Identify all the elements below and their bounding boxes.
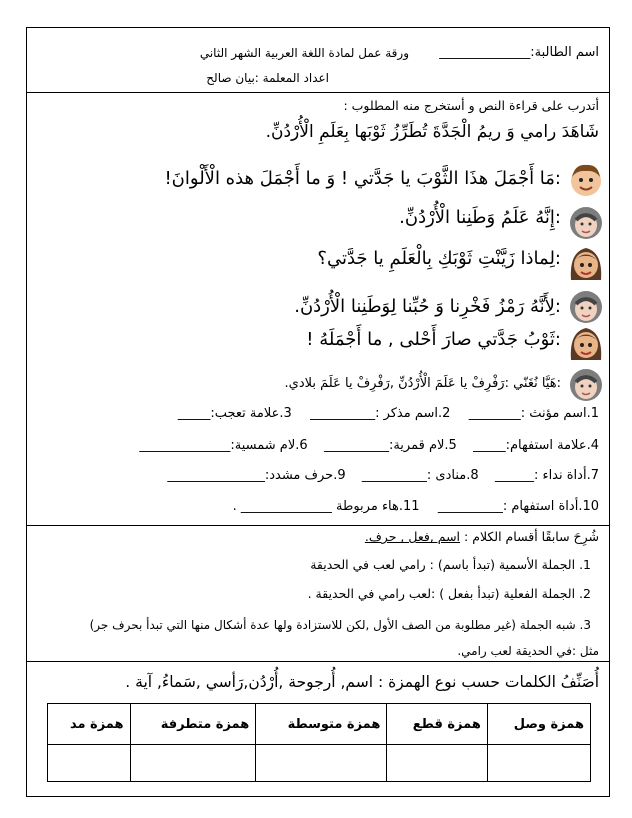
reading-intro: شَاهَدَ رامي وَ ريمُ الْجَدَّةَ تُطَرِّزُ ثَوْبَها بِعَلَمِ الْأُرْدُنِّ. <box>265 122 599 142</box>
grammar-example: مثل :في الحديقة لعب رامي. <box>457 644 599 658</box>
extract-row-4 <box>233 500 599 514</box>
col-hamzat-qat: همزة قطع <box>387 704 487 745</box>
extract-row-3 <box>167 469 599 483</box>
reading-instruction: أتدرب على قراءة النص و أستخرج منه المطلوب : <box>343 98 599 113</box>
grammar-item-1: 1. الجملة الأسمية (تبدأ باسم) : رامي لعب في الحديقة <box>310 557 591 572</box>
teacher-name: اعداد المعلمة :بيان صالح <box>206 71 329 85</box>
section-divider-1 <box>27 525 609 526</box>
extract-item-1[interactable]: 1.اسم مؤنث :________ <box>468 406 599 421</box>
answer-cell[interactable] <box>487 745 590 782</box>
col-hamzat-wasl: همزة وصل <box>487 704 590 745</box>
dialogue-line-6: :هَيَّا نُغَنّي :رَفْرِفْ يا عَلَمَ الْأُرْدُنِّ ,رَفْرِفْ يا عَلَمَ بلادي. <box>284 376 561 391</box>
extract-item-10[interactable]: 10.أداة استفهام :__________ <box>437 499 599 514</box>
section-divider-2 <box>27 661 609 662</box>
answer-cell[interactable] <box>256 745 387 782</box>
extract-row-2 <box>139 439 599 453</box>
student-name-blank[interactable]: ______________ <box>439 45 531 60</box>
col-hamza-mutatarrifa: همزة متطرفة <box>130 704 256 745</box>
extract-item-3[interactable]: 3.علامة تعجب:_____ <box>177 406 292 421</box>
student-name-label: اسم الطالبة: <box>530 45 599 60</box>
worksheet-title: ورقة عمل لمادة اللغة العربية الشهر الثاني <box>199 46 409 60</box>
grandmother-avatar-icon <box>567 288 605 324</box>
header-divider <box>27 92 609 93</box>
answer-cell[interactable] <box>48 745 131 782</box>
worksheet-frame <box>26 27 610 797</box>
grandmother-avatar-icon <box>567 366 605 402</box>
grammar-item-3: 3. شبه الجملة (غير مطلوبة من الصف الأول ,لكن للاستزادة ولها عدة أشكال منها التي تبدأ بحرف جر) <box>89 618 591 632</box>
extract-item-8[interactable]: 8.منادى :__________ <box>361 468 479 483</box>
col-hamza-mutawassita: همزة متوسطة <box>256 704 387 745</box>
dialogue-line-4: :لِأَنَّهُ رَمْزُ فَخْرِنا وَ حُبِّنا لِوَطَنِنا الْأُرْدُنِّ. <box>294 296 561 317</box>
extract-item-9[interactable]: 9.حرف مشدد:_______________ <box>167 468 346 483</box>
dialogue-line-5: :ثَوْبُ جَدَّتي صارَ أَحْلى , ما أَجْمَلَهُ ! <box>306 329 561 350</box>
answer-cell[interactable] <box>387 745 487 782</box>
hamza-table <box>47 703 591 782</box>
classify-instruction: أُصَنِّفُ الكلمات حسب نوع الهمزة : اسم, أُرجوحة ,أُرْدُن,رَأسي ,سَماءُ, آية . <box>125 673 599 691</box>
grandmother-avatar-icon <box>567 204 605 240</box>
boy-avatar-icon <box>567 162 605 198</box>
student-name-field <box>439 46 599 60</box>
grammar-parts: اسم ,فعل , حرف. <box>364 529 461 544</box>
girl-avatar-icon <box>567 244 605 284</box>
girl-avatar-icon <box>567 324 605 364</box>
extract-row-1 <box>178 407 599 421</box>
grammar-intro <box>365 530 599 544</box>
extract-item-5[interactable]: 5.لام قمرية:__________ <box>323 438 457 453</box>
table-header-row <box>48 704 591 745</box>
extract-item-7[interactable]: 7.أداة نداء :______ <box>494 468 599 483</box>
dialogue-line-1: :مَا أَجْمَلَ هذَا الثَّوْبَ يا جَدَّتي ! وَ ما أَجْمَلَ هذه الْأَلْوانَ! <box>164 168 561 189</box>
table-answer-row <box>48 745 591 782</box>
dialogue-line-3: :لِماذا زَيَّنْتِ ثَوْبَكِ بِالْعَلَمِ يا جَدَّتي؟ <box>317 248 561 269</box>
extract-item-11[interactable]: 11.هاء مربوطة ______________ . <box>232 499 420 514</box>
grammar-item-2: 2. الجملة الفعلية (تبدأ بفعل ) :لعب رامي في الحديقة . <box>307 586 591 601</box>
col-hamzat-madd: همزة مد <box>48 704 131 745</box>
extract-item-6[interactable]: 6.لام شمسية:______________ <box>139 438 308 453</box>
grammar-intro-prefix: شُرِحَ سابقًا أقسام الكلام : <box>460 529 599 544</box>
dialogue-line-2: :إِنَّهُ عَلَمُ وَطَنِنا الْأُرْدُنِّ. <box>399 207 561 228</box>
extract-item-4[interactable]: 4.علامة استفهام:_____ <box>473 438 599 453</box>
answer-cell[interactable] <box>130 745 256 782</box>
extract-item-2[interactable]: 2.اسم مذكر :__________ <box>310 406 451 421</box>
